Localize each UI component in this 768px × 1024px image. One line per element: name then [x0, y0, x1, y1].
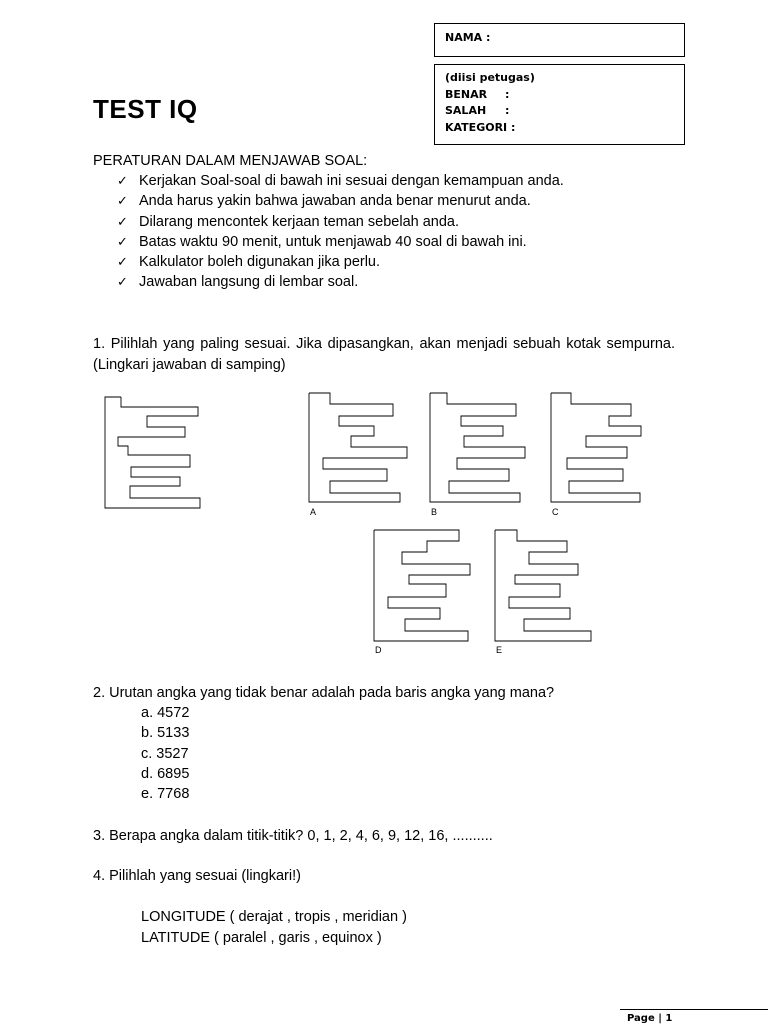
- answer-option[interactable]: e. 7768: [141, 786, 190, 803]
- question-4-line-longitude[interactable]: LONGITUDE ( derajat , tropis , meridian ): [141, 909, 407, 925]
- question-2-text: 2. Urutan angka yang tidak benar adalah pada baris angka yang mana?: [93, 685, 555, 701]
- benar-label: BENAR: [445, 87, 488, 101]
- nama-label: NAMA :: [445, 31, 491, 44]
- salah-label: SALAH: [445, 104, 487, 117]
- benar-colon: :: [505, 87, 510, 101]
- checkmark-icon: ✓: [117, 194, 128, 210]
- option-d-label[interactable]: D: [375, 645, 382, 655]
- option-d-shape: [374, 530, 470, 641]
- answer-option[interactable]: a. 4572: [141, 705, 190, 721]
- checkmark-icon: ✓: [117, 174, 128, 189]
- option-c-label[interactable]: C: [552, 507, 559, 517]
- question-4-line-latitude[interactable]: LATITUDE ( paralel , garis , equinox ): [141, 930, 382, 946]
- option-b-shape: [430, 393, 525, 502]
- petugas-note: (diisi petugas): [445, 71, 535, 84]
- answer-option[interactable]: b. 5133: [141, 725, 190, 742]
- checkmark-icon: ✓: [117, 214, 128, 230]
- answer-option[interactable]: d. 6895: [141, 765, 190, 782]
- kategori-label: KATEGORI :: [445, 120, 516, 134]
- option-c-shape: [551, 393, 641, 502]
- rule-text: Kalkulator boleh digunakan jika perlu.: [139, 254, 381, 271]
- rules-heading: PERATURAN DALAM MENJAWAB SOAL:: [93, 153, 368, 169]
- checkmark-icon: ✓: [117, 255, 128, 271]
- question-3-text: 3. Berapa angka dalam titik-titik? 0, 1, 2, 4, 6, 9, 12, 16, ..........: [93, 828, 493, 844]
- footer-divider: [620, 1009, 768, 1010]
- salah-colon: :: [505, 104, 510, 117]
- rule-text: Dilarang mencontek kerjaan teman sebelah anda.: [139, 213, 460, 230]
- checkmark-icon: ✓: [117, 234, 128, 250]
- option-a-label[interactable]: A: [310, 507, 317, 517]
- question-2-options: [141, 703, 189, 804]
- answer-option[interactable]: c. 3527: [141, 745, 189, 762]
- rule-text: Batas waktu 90 menit, untuk menjawab 40 soal di bawah ini.: [139, 233, 527, 250]
- page-title: TEST IQ: [93, 94, 198, 124]
- rule-text: Anda harus yakin bahwa jawaban anda benar menurut anda.: [139, 193, 531, 210]
- prompt-shape: [105, 397, 200, 508]
- question-1-text: 1. Pilihlah yang paling sesuai. Jika dipasangkan, akan menjadi sebuah kotak sempurna. (Lingkari jawaban di samping): [93, 336, 675, 373]
- checkmark-icon: ✓: [117, 275, 128, 291]
- option-e-shape: [495, 530, 591, 641]
- question-4-text: 4. Pilihlah yang sesuai (lingkari!): [93, 868, 301, 884]
- option-e-label[interactable]: E: [496, 645, 503, 655]
- option-b-label[interactable]: B: [431, 507, 438, 517]
- rule-text: Kerjakan Soal-soal di bawah ini sesuai dengan kemampuan anda.: [139, 173, 564, 189]
- option-a-shape: [309, 393, 407, 502]
- rule-text: Jawaban langsung di lembar soal.: [139, 274, 359, 291]
- page-number: Page | 1: [627, 1013, 673, 1024]
